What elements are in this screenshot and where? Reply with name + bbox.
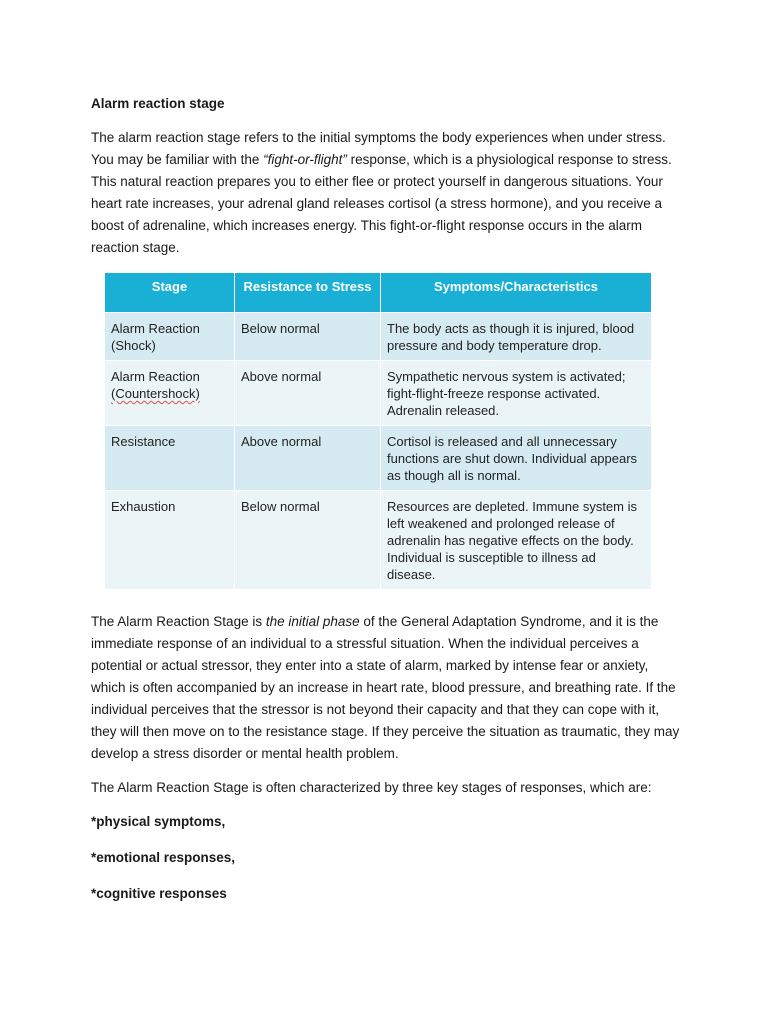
cell-symptoms: Resources are depleted. Immune system is left weakened and prolonged release of adrenalin has negative effects on the body. Individual is susceptible to illness ad disease.	[381, 491, 652, 590]
cell-resistance: Above normal	[235, 426, 381, 491]
table-row	[105, 361, 651, 426]
document-body	[91, 93, 681, 919]
intro-text-2: response, which is a physiological response to stress. This natural reaction prepares you to either flee or protect yourself in dangerous situations. Your heart rate increases, your adrenal gland releases cortisol (a stress hormone), and you receive a boost of adrenaline, which increases energy. This fight-or-flight response occurs in the alarm reaction stage.	[91, 152, 672, 255]
header-resistance: Resistance to Stress	[235, 273, 381, 313]
stage-table	[105, 273, 651, 589]
stage-subname: (Shock)	[111, 338, 156, 353]
para2-text-1: The Alarm Reaction Stage is	[91, 614, 266, 629]
intro-paragraph	[91, 127, 681, 259]
cell-resistance: Below normal	[235, 313, 381, 361]
section-heading: Alarm reaction stage	[91, 96, 225, 111]
cell-resistance: Above normal	[235, 361, 381, 426]
para2-italic: the initial phase	[265, 614, 360, 629]
para2-text-2: of the General Adaptation Syndrome, and it is the immediate response of an individual to a stressful situation. When the individual perceives a potential or actual stressor, they enter into a state of alarm, marked by intense fear or anxiety, which is often accompanied by an increase in heart rate, blood pressure, and breathing rate. If the individual perceives that the stressor is not beyond their capacity and that they can cope with it, they will then move on to the resistance stage. If they perceive the situation as traumatic, they may develop a stress disorder or mental health problem.	[91, 614, 680, 761]
cell-resistance: Below normal	[235, 491, 381, 590]
table-header-row	[105, 273, 651, 313]
cell-symptoms: Sympathetic nervous system is activated; fight-flight-freeze response activated. Adrenalin released.	[381, 361, 652, 426]
header-stage: Stage	[105, 273, 235, 313]
body-paragraph	[91, 611, 681, 765]
stage-subname: (Countershock)	[111, 386, 200, 401]
body-paragraph: The Alarm Reaction Stage is often characterized by three key stages of responses, which are:	[91, 780, 652, 795]
stage-name: Alarm Reaction	[111, 369, 200, 384]
table-row	[105, 313, 651, 361]
intro-italic: “fight-or-flight”	[263, 152, 347, 167]
cell-stage	[105, 361, 235, 426]
list-item: *cognitive responses	[91, 886, 227, 901]
cell-stage: Exhaustion	[105, 491, 235, 590]
list-item: *physical symptoms,	[91, 814, 226, 829]
cell-stage	[105, 313, 235, 361]
cell-symptoms: Cortisol is released and all unnecessary functions are shut down. Individual appears as though all is normal.	[381, 426, 652, 491]
list-item: *emotional responses,	[91, 850, 236, 865]
table-row	[105, 426, 651, 491]
header-symptoms: Symptoms/Characteristics	[381, 273, 652, 313]
cell-symptoms: The body acts as though it is injured, blood pressure and body temperature drop.	[381, 313, 652, 361]
table-row	[105, 491, 651, 590]
stage-name: Alarm Reaction	[111, 321, 200, 336]
cell-stage: Resistance	[105, 426, 235, 491]
stage-table-image	[105, 273, 651, 589]
post-table-section	[91, 611, 681, 905]
intro-text-1: The alarm reaction stage refers to the initial symptoms the body experiences when under stress. You may be familiar with the	[91, 130, 666, 167]
